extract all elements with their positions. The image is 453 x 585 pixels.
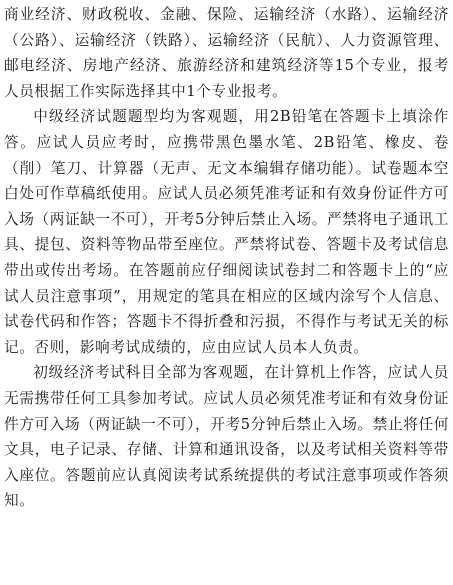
paragraph-junior-exam: 初级经济考试科目全部为客观题，在计算机上作答，应试人员无需携带任何工具参加考试。应试人员必须凭准考证和有效身份证件方可入场（两证缺一不可），开考5分钟后禁止入场。禁止将任何文具，电子记录、存储、计算和通讯设备，以及考试相关资料等带入座位。答题前应认真阅读考试系统提供的考试注意事项或作答须知。 — [4, 364, 449, 510]
paragraph-specialties: 商业经济、财政税收、金融、保险、运输经济（水路）、运输经济（公路）、运输经济（铁路）、运输经济（民航）、人力资源管理、邮电经济、房地产经济、旅游经济和建筑经济等15个专业，报考人员根据工作实际选择其中1个专业报考。 — [4, 6, 449, 100]
paragraph-intermediate-exam: 中级经济试题题型均为客观题，用2B铅笔在答题卡上填涂作答。应试人员应考时，应携带黑色墨水笔、2B铅笔、橡皮、卷（削）笔刀、计算器（无声、无文本编辑存储功能）。试卷题本空白处可作草稿纸使用。应试人员必须凭准考证和有效身份证件方可入场（两证缺一不可），开考5分钟后禁止入场。严禁将电子通讯工具、提包、资料等物品带至座位。严禁将试卷、答题卡及考试信息带出或传出考场。在答题前应仔细阅读试卷封二和答题卡上的“应试人员注意事项”，用规定的笔具在相应的区域内涂写个人信息、试卷代码和作答；答题卡不得折叠和污损，不得作与考试无关的标记。否则，影响考试成绩的，应由应试人员本人负责。 — [4, 108, 449, 356]
